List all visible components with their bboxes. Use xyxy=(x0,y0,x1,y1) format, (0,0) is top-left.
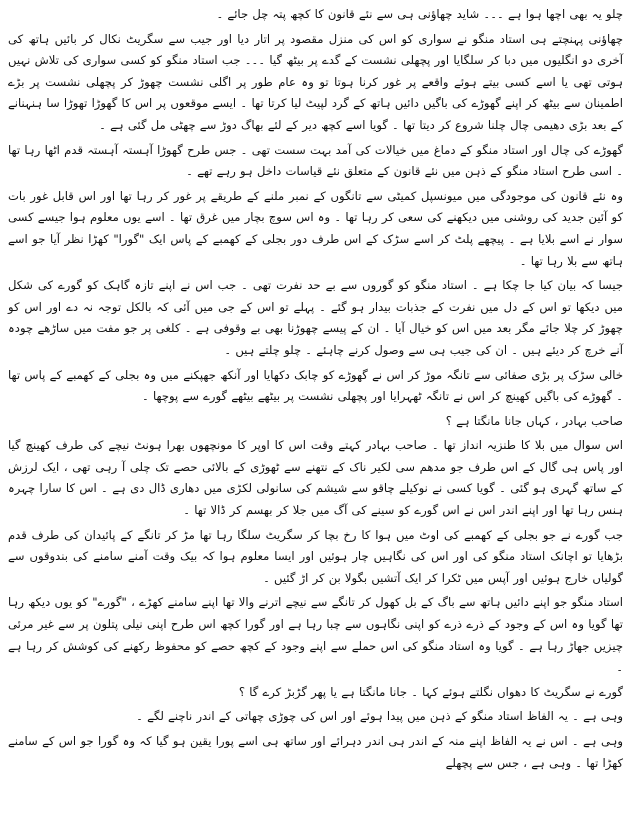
dialogue-line: صاحب بہادر ، کہاں جانا مانگتا ہے ؟ xyxy=(445,413,623,428)
paragraph: وہ نئے قانون کی موجودگی میں میونسپل کمیٹی سے تانگوں کے نمبر ملنے کے طریقے پر غور کر رہا تھا اور اس قابل غور بات کو آئین جدید کی روشنی میں دیکھنے کی سعی کر رہا تھا ۔ وہ اس سوچ بچار میں غرق تھا ۔ اسے یوں معلوم ہوا جیسے کسی سوار نے اسے بلایا ہے ۔ پیچھے پلٹ کر اسے سڑک کے اس طرف دور بجلی کے کھمبے کے پاس ایک "گورا" کھڑا نظر آیا جو اسے ہاتھ سے بلا رہا تھا ۔ xyxy=(8,188,623,268)
paragraph: خالی سڑک پر بڑی صفائی سے تانگہ موڑ کر اس نے گھوڑے کو چابک دکھایا اور آنکھ جھپکنے میں وہ بجلی کے کھمبے کے پاس تھا ۔ گھوڑے کی باگیں کھینچ کر اس نے تانگہ ٹھہرایا اور پچھلی نشست پر بیٹھے بیٹھے گورے سے پوچھا ۔ xyxy=(8,367,623,404)
paragraph: وہی ہے ۔ اس نے یہ الفاظ اپنے منہ کے اندر ہی اندر دہرائے اور ساتھ ہی اسے پورا یقین ہو گیا کہ وہ گورا جو اس کے سامنے کھڑا تھا ۔ وہی ہے ، جس سے پچھلے xyxy=(8,734,623,770)
paragraph: وہی ہے ۔ یہ الفاظ استاد منگو کے ذہن میں پیدا ہوئے اور اس کی چوڑی چھاتی کے اندر ناچنے لگے ۔ xyxy=(136,709,623,724)
paragraph: جیسا کہ بیان کیا جا چکا ہے ۔ استاد منگو کو گوروں سے بے حد نفرت تھی ۔ جب اس نے اپنے تازہ گاہک کو گورے کی شکل میں دیکھا تو اس کے دل میں نفرت کے جذبات بیدار ہو گئے ۔ پہلے تو اس کے جی میں آئی کہ بالکل توجہ نہ دے اور اس کو چھوڑ کر چلا جائے مگر بعد میں اس کو خیال آیا ۔ ان کے پیسے چھوڑنا بھی بے وقوفی ہے ۔ کلغی پر جو مفت میں ساڑھے چودہ آنے خرچ کر دیئے ہیں ۔ ان کی جیب ہی سے وصول کرنے چاہئے ۔ چلو چلتے ہیں ۔ xyxy=(8,278,623,357)
paragraph: گھوڑے کی چال اور استاد منگو کے دماغ میں خیالات کی آمد بہت سست تھی ۔ جس طرح گھوڑا آہستہ آہستہ قدم اٹھا رہا تھا ۔ اسی طرح استاد منگو کے ذہن میں نئے قانون کے متعلق نئے قیاسات داخل ہو رہے تھے ۔ xyxy=(8,142,623,179)
paragraph: استاد منگو جو اپنے دائیں ہاتھ سے باگ کے بل کھول کر تانگے سے نیچے اترنے والا تھا اپنے سامنے کھڑے ، "گورے" کو یوں دیکھ رہا تھا گویا وہ اس کے وجود کے ذرے ذرے کو اپنی نگاہوں سے چبا رہا ہے اور گورا کچھ اس طرح اپنی نیلی پتلون پر سے غیر مرئی چیزیں جھاڑ رہا ہے ۔ گویا وہ استاد منگو کی اس حملے سے اپنے وجود کے کچھ حصے کو محفوظ رکھنے کی کوشش کر رہا ہے ۔ xyxy=(8,595,623,675)
paragraph: جب گورے نے جو بجلی کے کھمبے کی اوٹ میں ہوا کا رخ بچا کر سگریٹ سلگا رہا تھا مڑ کر تانگے کے پائیدان کی طرف قدم بڑھایا تو اچانک استاد منگو کی اور اس کی نگاہیں چار ہوئیں اور ایسا معلوم ہوا کہ بیک وقت آمنے سامنے کی بندوقوں سے گولیاں خارج ہوئیں اور آپس میں ٹکرا کر ایک آتشیں بگولا بن کر اڑ گئیں ۔ xyxy=(8,527,623,585)
dialogue-line: گورے نے سگریٹ کا دھواں نگلتے ہوئے کہا ۔ جانا مانگتا ہے یا پھر گڑبڑ کرے گا ؟ xyxy=(238,684,623,699)
paragraph: چلو یہ بھی اچھا ہوا ہے ۔۔۔ شاید چھاؤنی ہی سے نئے قانون کا کچھ پتہ چل جائے ۔ xyxy=(216,7,623,21)
paragraph: چھاؤنی پہنچتے ہی استاد منگو نے سواری کو اس کی منزل مقصود پر اتار دیا اور جیب سے سگریٹ نکال کر بائیں ہاتھ کی آخری دو انگلیوں میں دبا کر سلگایا اور پچھلی نشست کے گدے پر بیٹھ گیا ۔۔۔ جب استاد منگو کو کسی سواری کی تلاش نہیں ہوتی تھی یا اسے کسی بیتے ہوئے واقعے پر غور کرنا ہوتا تو وہ عام طور پر اگلی نشست چھوڑ کر پچھلی نشست پر بڑے اطمینان سے بیٹھ کر اپنے گھوڑے کی باگیں دائیں ہاتھ کے گرد لپیٹ لیا کرتا تھا ۔ ایسے موقعوں پر اس کا گھوڑا تھوڑا سا ہنہنانے کے بعد بڑی دھیمی چال چلنا شروع کر دیتا تھا ۔ گویا اسے کچھ دیر کے لئے بھاگ دوڑ سے چھٹی مل گئی ہے ۔ xyxy=(8,31,623,132)
paragraph: اس سوال میں بلا کا طنزیہ انداز تھا ۔ صاحب بہادر کہتے وقت اس کا اوپر کا مونچھوں بھرا ہونٹ نیچے کی طرف کھینچ گیا اور پاس ہی گال کے اس طرف جو مدھم سی لکیر ناک کے نتھنے سے ٹھوڑی کے بالائی حصے تک چلی آ رہی تھی ، ایک لرزش کے ساتھ گہری ہو گئی ۔ گویا کسی نے نوکیلے چاقو سے شیشم کی سانولی لکڑی میں دھاری ڈال دی ہے ۔ اس کا سارا چہرہ ہنس رہا تھا اور اپنے اندر اس نے اس گورے کو سینے کی آگ میں جلا کر بھسم کر ڈالا تھا ۔ xyxy=(8,438,623,518)
